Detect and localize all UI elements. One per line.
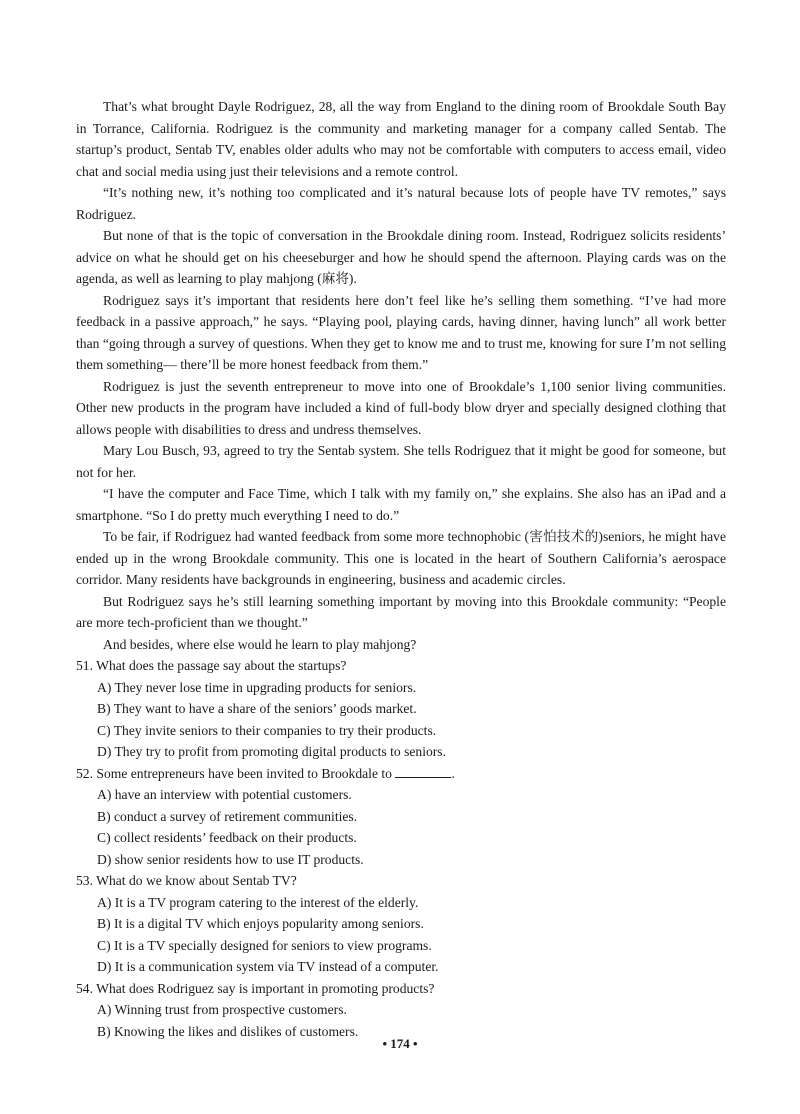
answer-option: A) Winning trust from prospective customers. [97,1002,347,1017]
paragraph: To be fair, if Rodriguez had wanted feedback from some more technophobic (害怕技术的)seniors, he might have ended up in the wrong Brookdale community. This one is located in the heart of Southern California’s aerospace corridor. Many residents have backgrounds in engineering, business and academic circles. [76,529,726,587]
paragraph: “It’s nothing new, it’s nothing too complicated and it’s natural because lots of people have TV remotes,” says Rodriguez. [76,185,726,222]
answer-option: A) have an interview with potential customers. [97,787,352,802]
answer-option: B) conduct a survey of retirement communities. [97,808,358,824]
paragraph: And besides, where else would he learn to play mahjong? [103,636,417,652]
paragraph: “I have the computer and Face Time, which I talk with my family on,” she explains. She also has an iPad and a smartphone. “So I do pretty much everything I need to do.” [76,486,726,523]
answer-option: C) They invite seniors to their companies to try their products. [97,722,437,738]
question-stem: 53. What do we know about Sentab TV? [76,873,297,888]
answer-option: D) It is a communication system via TV instead of a computer. [97,959,439,974]
answer-option: B) It is a digital TV which enjoys popularity among seniors. [97,916,424,931]
paragraph: Rodriguez is just the seventh entrepreneur to move into one of Brookdale’s 1,100 senior living communities. Other new products in the program have included a kind of full-body blow dryer and specially designed clothing that allows people with disabilities to dress and undress themselves. [76,378,726,437]
answer-blank [395,765,451,778]
paragraph: Mary Lou Busch, 93, agreed to try the Sentab system. She tells Rodriguez that it might be good for someone, but not for her. [76,443,726,480]
question-stem [76,763,726,785]
answer-option: D) They try to profit from promoting digital products to seniors. [97,744,446,759]
question-stem-end: . [451,765,455,781]
answer-option: B) Knowing the likes and dislikes of customers. [97,1023,359,1039]
page-number: • 174 • [382,1036,418,1051]
question-stem: 51. What does the passage say about the startups? [76,658,347,673]
question-stem: 54. What does Rodriguez say is important in promoting products? [76,980,435,996]
paragraph: Rodriguez says it’s important that residents here don’t feel like he’s selling them something. “I’ve had more feedback in a passive approach,” he says. “Playing pool, playing cards, having dinner, having lunch” all work better than “going through a survey of questions. When they get to know me and to trust me, knowing for sure I’m not selling them something— there’ll be more honest feedback from them.” [76,292,726,372]
question-stem-text: 52. Some entrepreneurs have been invited to Brookdale to [76,765,392,781]
paragraph: But Rodriguez says he’s still learning something important by moving into this Brookdale community: “People are more tech-proficient than we thought.” [76,593,726,630]
answer-option: C) collect residents’ feedback on their products. [97,830,357,845]
document-body [76,96,726,1042]
answer-option: C) It is a TV specially designed for seniors to view programs. [97,937,432,953]
answer-option: A) It is a TV program catering to the interest of the elderly. [97,894,419,910]
paragraph: But none of that is the topic of conversation in the Brookdale dining room. Instead, Rodriguez solicits residents’ advice on what he should get on his cheeseburger and how he should spend the afternoon. Playing cards was on the agenda, as well as learning to play mahjong (麻将). [76,228,726,286]
answer-option: B) They want to have a share of the seniors’ goods market. [97,701,417,716]
paragraph: That’s what brought Dayle Rodriguez, 28, all the way from England to the dining room of Brookdale South Bay in Torrance, California. Rodriguez is the community and marketing manager for a company called Sentab. The startup’s product, Sentab TV, enables older adults who may not be comfortable with computers to access email, video chat and social media using just their televisions and a remote control. [76,99,726,179]
answer-option: D) show senior residents how to use IT products. [97,851,364,867]
answer-option: A) They never lose time in upgrading products for seniors. [97,679,417,695]
